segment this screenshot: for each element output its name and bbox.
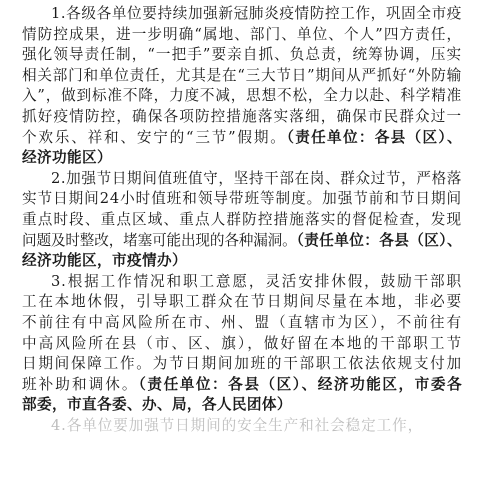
paragraph-3-line-2: 工在本地休假，引导职工群众在节日期间尽量在本地，非必要 [22, 293, 462, 311]
paragraph-1-line-7-text: 个欢乐、祥和、安宁的“三节”假期。 [22, 128, 287, 146]
paragraph-2-line-2: 实节日期间24小时值班和领导带班等制度。加强节前和节日期间 [22, 190, 462, 208]
paragraph-1-line-1: 1.各级各单位要持续加强新冠肺炎疫情防控工作，巩固全市疫 [51, 5, 462, 22]
document-body [22, 4, 462, 436]
paragraph-1-responsibility-start: （责任单位：各县（区）、 [286, 128, 462, 146]
paragraph-1-line-6: 抓好疫情防控，确保各项防控措施落实落细，确保市民群众过一 [22, 107, 462, 125]
paragraph-2-line-1: 2.加强节日期间值班值守，坚持干部在岗、群众过节，严格落 [51, 169, 462, 187]
paragraph-4-line-1-cut-off: 4.各单位要加强节日期间的安全生产和社会稳定工作， [51, 416, 424, 434]
paragraph-1-line-4: 相关部门和单位责任，尤其是在“三大节日”期间从严抓好“外防输 [22, 66, 462, 84]
paragraph-3-line-5: 日期间保障工作。为节日期间加班的干部职工依法依规支付加 [22, 355, 462, 373]
paragraph-2-line-4-text: 问题及时整改，堵塞可能出现的各种漏洞。 [22, 231, 297, 249]
paragraph-2-line-3: 重点时段、重点区域、重点人群防控措施落实的督促检查，发现 [22, 210, 462, 228]
paragraph-1-line-5: 入”，做到标准不降，力度不减，思想不松，全力以赴、科学精准 [22, 87, 462, 105]
paragraph-3-line-1: 3.根据工作情况和职工意愿，灵活安排休假，鼓励干部职 [51, 272, 462, 290]
paragraph-3-responsibility-start: （责任单位：各县（区）、经济功能区，市委各 [138, 375, 462, 393]
paragraph-1-line-2: 情防控成果，进一步明确“属地、部门、单位、个人”四方责任， [22, 25, 462, 43]
paragraph-3-line-4: 中高风险所在县（市、区、旗），做好留在本地的干部职工节 [22, 334, 462, 352]
paragraph-1-line-3: 强化领导责任制，“一把手”要亲自抓、负总责，统筹协调，压实 [22, 46, 462, 64]
paragraph-1-responsibility-end: 经济功能区） [22, 149, 112, 167]
paragraph-3-line-3: 不前往有中高风险所在市、州、盟（直辖市为区），不前往有 [22, 313, 462, 331]
paragraph-2-line-4 [22, 231, 462, 252]
paragraph-3-line-6 [22, 375, 462, 396]
paragraph-3-line-6-text: 班补助和调休。 [22, 375, 139, 393]
paragraph-2-responsibility-start: （责任单位：各县（区）、 [296, 231, 463, 249]
paragraph-1-line-7 [22, 128, 462, 149]
paragraph-3-responsibility-end: 部委，市直各委、办、局，各人民团体） [22, 396, 292, 414]
paragraph-2-responsibility-end: 经济功能区，市疫情办） [22, 252, 187, 270]
